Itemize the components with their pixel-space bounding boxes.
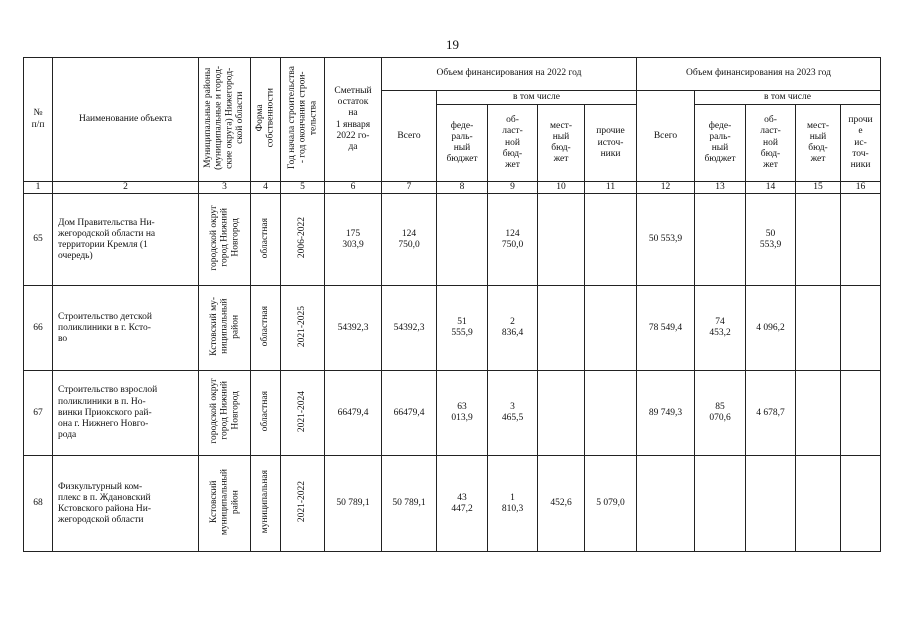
regional-2023: 4 678,7 — [746, 371, 796, 456]
header-federal-2023: феде- раль- ный бюджет — [695, 105, 746, 182]
header-including-2022: в том числе — [437, 91, 637, 105]
construction-years: 2006-2022 — [281, 194, 325, 286]
ownership: муниципальная — [251, 456, 281, 552]
column-index: 2 — [53, 182, 199, 194]
header-including-2023: в том числе — [695, 91, 881, 105]
construction-years: 2021-2022 — [281, 456, 325, 552]
federal-2023 — [695, 456, 746, 552]
estimate-balance: 50 789,1 — [325, 456, 382, 552]
federal-2022 — [437, 194, 488, 286]
object-name: Строительство детской поликлиники в г. Ксто- во — [53, 286, 199, 371]
column-index: 6 — [325, 182, 382, 194]
local-2022 — [538, 286, 585, 371]
federal-2022: 43 447,2 — [437, 456, 488, 552]
ownership: областная — [251, 286, 281, 371]
other-2022 — [585, 371, 637, 456]
total-2023 — [637, 456, 695, 552]
total-2023: 50 553,9 — [637, 194, 695, 286]
header-years: Год начала строительства - год окончания строи- тельства — [281, 58, 325, 182]
column-index: 11 — [585, 182, 637, 194]
estimate-balance: 54392,3 — [325, 286, 382, 371]
regional-2022: 3 465,5 — [488, 371, 538, 456]
header-other-2023: прочи е ис- точ- ники — [841, 105, 881, 182]
column-index: 3 — [199, 182, 251, 194]
local-2023 — [796, 371, 841, 456]
federal-2023: 74 453,2 — [695, 286, 746, 371]
header-financing-2023: Объем финансирования на 2023 год — [637, 58, 881, 91]
column-index: 15 — [796, 182, 841, 194]
column-index: 7 — [382, 182, 437, 194]
header-local-2022: мест- ный бюд- жет — [538, 105, 585, 182]
federal-2022: 51 555,9 — [437, 286, 488, 371]
ownership: областная — [251, 194, 281, 286]
header-federal-2022: феде- раль- ный бюджет — [437, 105, 488, 182]
other-2023 — [841, 194, 881, 286]
district: городской округ город Нижний Новгород — [199, 371, 251, 456]
header-local-2023: мест- ный бюд- жет — [796, 105, 841, 182]
total-2022: 66479,4 — [382, 371, 437, 456]
district: Кстовский муниципальный район — [199, 456, 251, 552]
object-name: Физкультурный ком- плекс в п. Ждановский Кстовского района Ни- жегородской области — [53, 456, 199, 552]
other-2022 — [585, 286, 637, 371]
column-index: 12 — [637, 182, 695, 194]
federal-2023: 85 070,6 — [695, 371, 746, 456]
table-row — [24, 371, 881, 456]
regional-2022: 1 810,3 — [488, 456, 538, 552]
local-2023 — [796, 194, 841, 286]
header-regional-2023: об- ласт- ной бюд- жет — [746, 105, 796, 182]
column-index: 4 — [251, 182, 281, 194]
header-financing-2022: Объем финансирования на 2022 год — [382, 58, 637, 91]
header-district: Муниципальные районы (муниципальные и город- ские округа) Нижегород- ской области — [199, 58, 251, 182]
column-index: 13 — [695, 182, 746, 194]
other-2023 — [841, 371, 881, 456]
regional-2022: 124 750,0 — [488, 194, 538, 286]
total-2023: 89 749,3 — [637, 371, 695, 456]
other-2022 — [585, 194, 637, 286]
federal-2023 — [695, 194, 746, 286]
object-name: Строительство взрослой поликлиники в п. Но- винки Приокского рай- она г. Нижнего Новго- рода — [53, 371, 199, 456]
total-2023: 78 549,4 — [637, 286, 695, 371]
financing-table — [23, 57, 881, 552]
regional-2023: 4 096,2 — [746, 286, 796, 371]
column-index: 10 — [538, 182, 585, 194]
header-total-2023: Всего — [637, 91, 695, 182]
header-ownership: Форма собственности — [251, 58, 281, 182]
local-2023 — [796, 456, 841, 552]
column-index-row — [24, 182, 881, 194]
total-2022: 50 789,1 — [382, 456, 437, 552]
local-2023 — [796, 286, 841, 371]
header-other-2022: прочие источ- ники — [585, 105, 637, 182]
header-estimate: Сметный остаток на 1 января 2022 го- да — [325, 58, 382, 182]
estimate-balance: 66479,4 — [325, 371, 382, 456]
other-2022: 5 079,0 — [585, 456, 637, 552]
row-number: 66 — [24, 286, 53, 371]
page-number: 19 — [446, 37, 459, 52]
regional-2023 — [746, 456, 796, 552]
header-no: № п/п — [24, 58, 53, 182]
table-row — [24, 194, 881, 286]
total-2022: 124 750,0 — [382, 194, 437, 286]
other-2023 — [841, 286, 881, 371]
district: городской округ город Нижний Новгород — [199, 194, 251, 286]
regional-2022: 2 836,4 — [488, 286, 538, 371]
total-2022: 54392,3 — [382, 286, 437, 371]
district: Кстовский му- ниципальный район — [199, 286, 251, 371]
row-number: 67 — [24, 371, 53, 456]
column-index: 9 — [488, 182, 538, 194]
column-index: 5 — [281, 182, 325, 194]
estimate-balance: 175 303,9 — [325, 194, 382, 286]
table-row — [24, 286, 881, 371]
row-number: 68 — [24, 456, 53, 552]
construction-years: 2021-2025 — [281, 286, 325, 371]
table-row — [24, 456, 881, 552]
row-number: 65 — [24, 194, 53, 286]
column-index: 1 — [24, 182, 53, 194]
header-name: Наименование объекта — [53, 58, 199, 182]
header-total-2022: Всего — [382, 91, 437, 182]
local-2022: 452,6 — [538, 456, 585, 552]
header-regional-2022: об- ласт- ной бюд- жет — [488, 105, 538, 182]
column-index: 14 — [746, 182, 796, 194]
federal-2022: 63 013,9 — [437, 371, 488, 456]
local-2022 — [538, 194, 585, 286]
column-index: 16 — [841, 182, 881, 194]
object-name: Дом Правительства Ни- жегородской области на территории Кремля (1 очередь) — [53, 194, 199, 286]
other-2023 — [841, 456, 881, 552]
local-2022 — [538, 371, 585, 456]
column-index: 8 — [437, 182, 488, 194]
ownership: областная — [251, 371, 281, 456]
construction-years: 2021-2024 — [281, 371, 325, 456]
regional-2023: 50 553,9 — [746, 194, 796, 286]
